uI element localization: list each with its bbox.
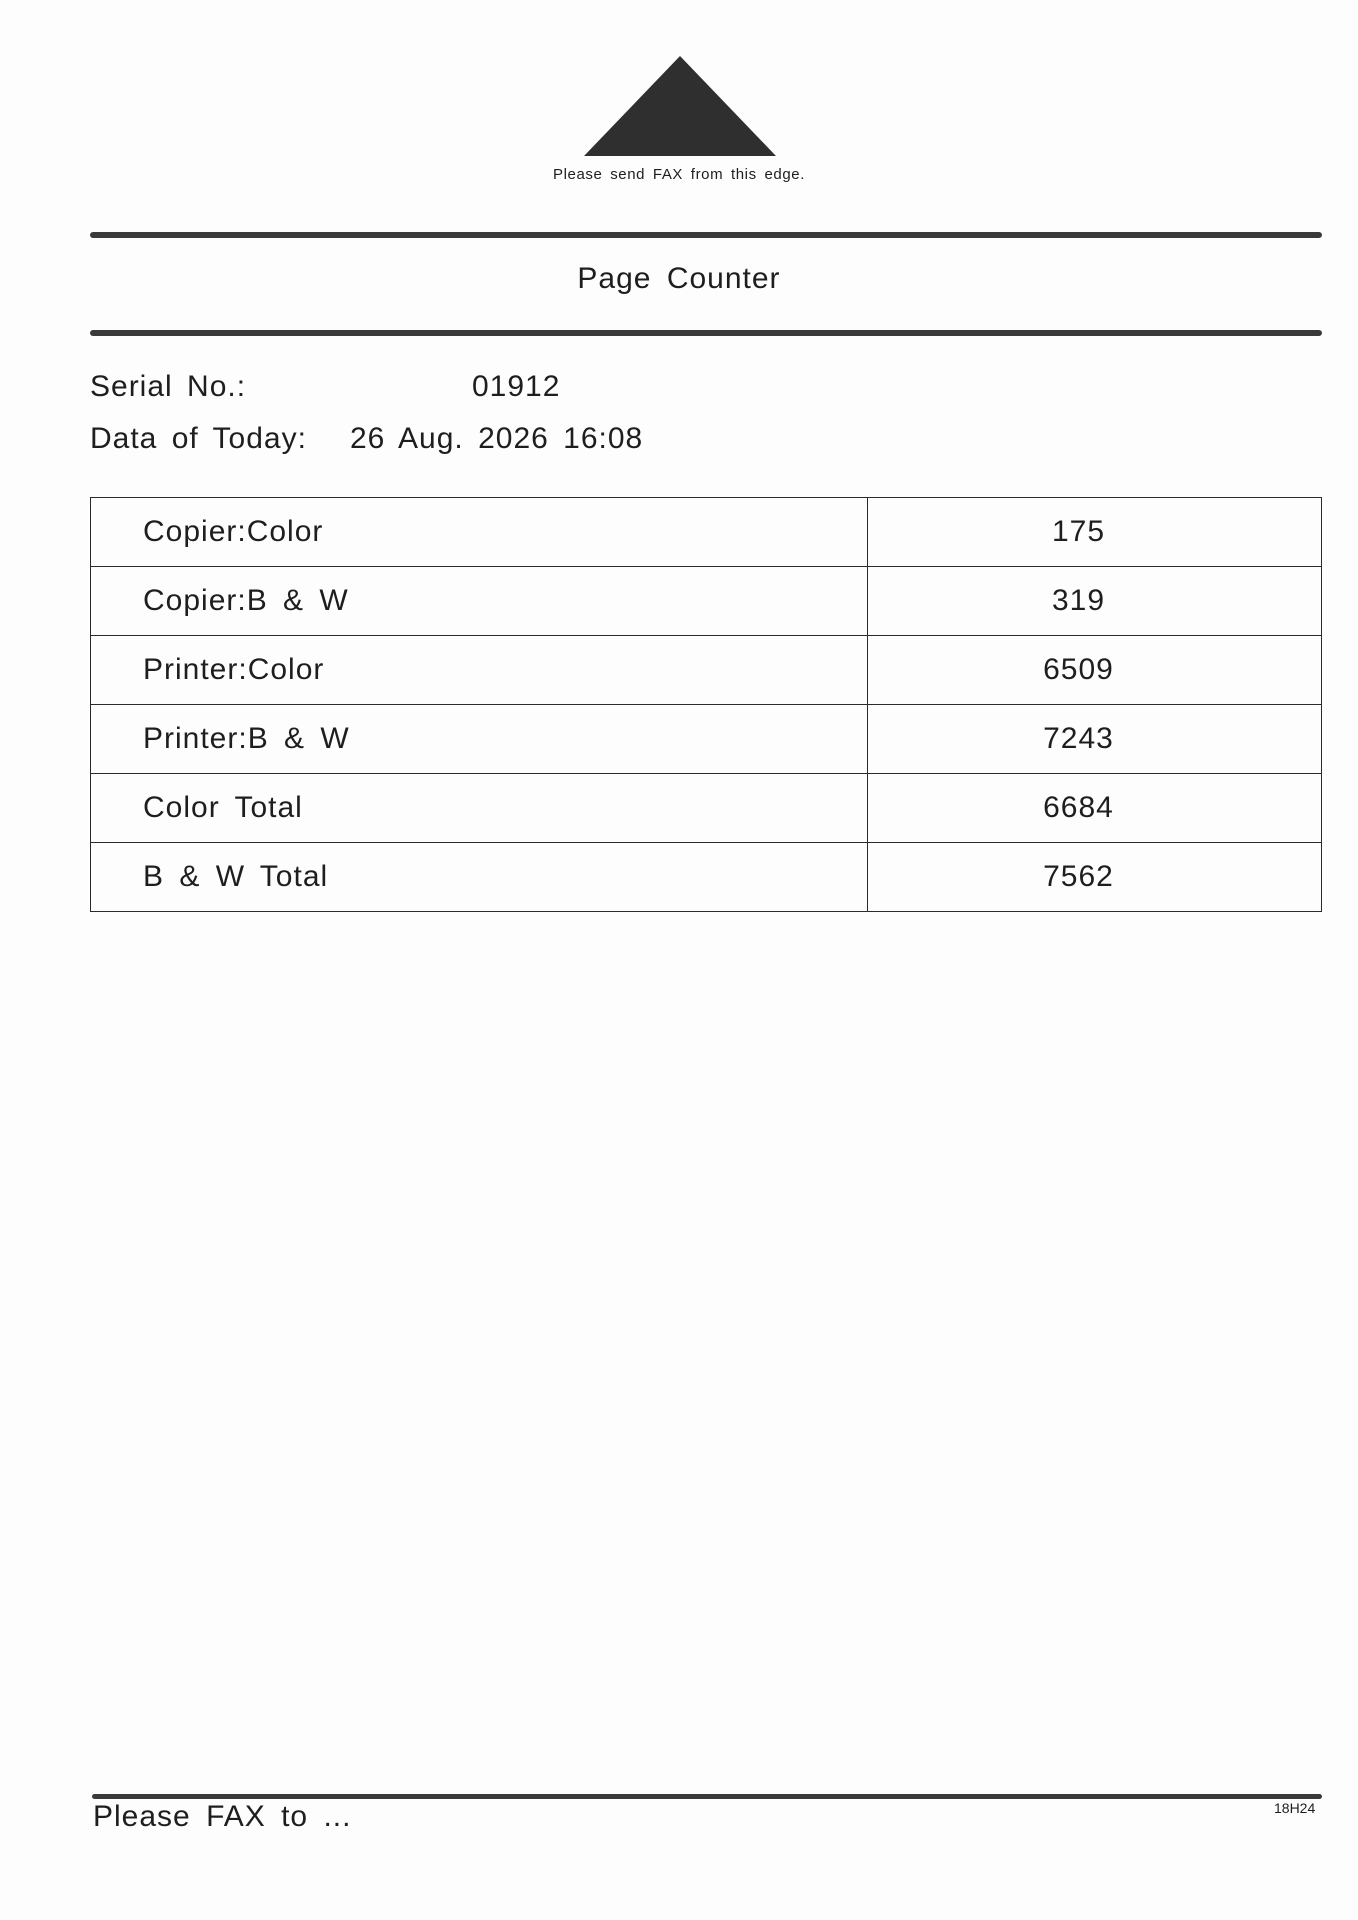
counter-value: 6509 xyxy=(868,636,1322,705)
counter-label: Printer:B & W xyxy=(91,705,868,774)
counter-label: Color Total xyxy=(91,774,868,843)
serial-number-value: 01912 xyxy=(472,370,561,403)
counter-value: 7243 xyxy=(868,705,1322,774)
fax-to-text: Please FAX to ... xyxy=(93,1800,352,1833)
table-row xyxy=(91,705,1322,774)
counter-table xyxy=(90,497,1322,912)
counter-value: 7562 xyxy=(868,843,1322,912)
table-row xyxy=(91,498,1322,567)
table-row xyxy=(91,636,1322,705)
counter-label: B & W Total xyxy=(91,843,868,912)
counter-label: Copier:B & W xyxy=(91,567,868,636)
fax-edge-instruction: Please send FAX from this edge. xyxy=(552,166,806,183)
form-code: 18H24 xyxy=(1274,1800,1316,1816)
page-title: Page Counter xyxy=(577,262,781,295)
counter-value: 175 xyxy=(868,498,1322,567)
counter-value: 6684 xyxy=(868,774,1322,843)
title-bottom-divider xyxy=(90,330,1322,336)
counter-label: Copier:Color xyxy=(91,498,868,567)
table-row xyxy=(91,567,1322,636)
table-row xyxy=(91,774,1322,843)
counter-label: Printer:Color xyxy=(91,636,868,705)
title-top-divider xyxy=(90,232,1322,238)
date-label: Data of Today: xyxy=(90,422,307,455)
counter-value: 319 xyxy=(868,567,1322,636)
serial-number-label: Serial No.: xyxy=(90,370,247,403)
date-value: 26 Aug. 2026 16:08 xyxy=(350,422,644,455)
footer-divider xyxy=(92,1794,1322,1799)
fax-direction-triangle-icon xyxy=(584,56,776,156)
table-row xyxy=(91,843,1322,912)
